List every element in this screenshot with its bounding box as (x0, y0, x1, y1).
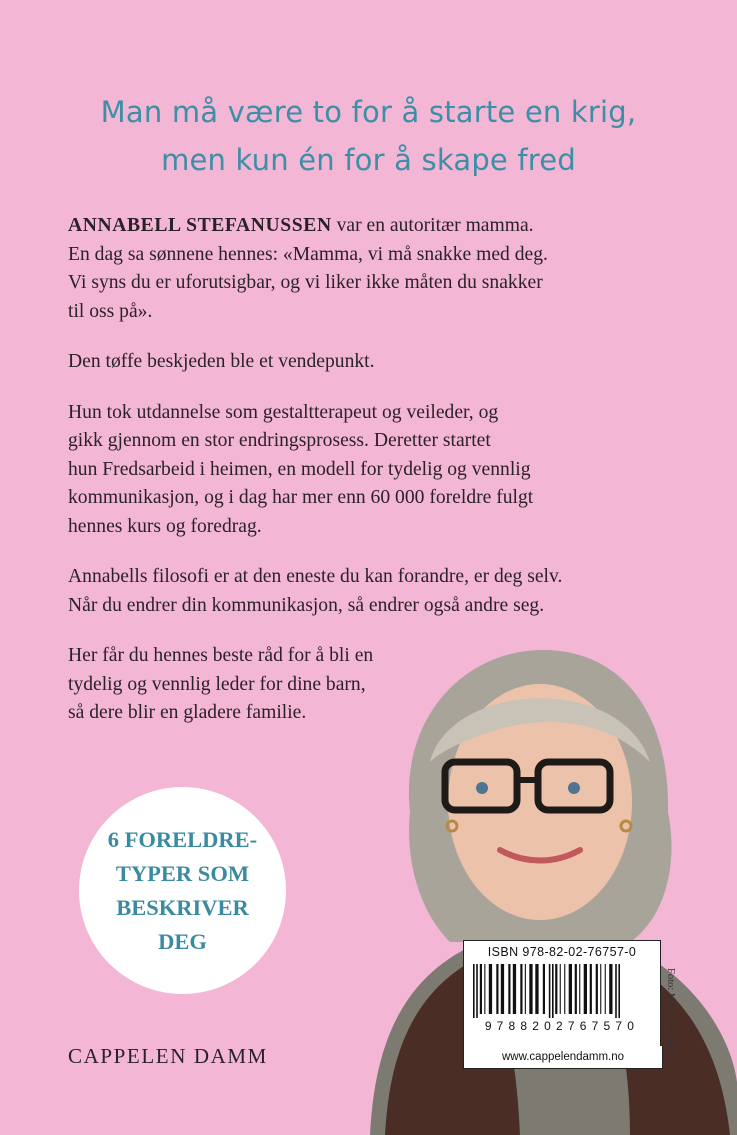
badge-line: BESKRIVER (116, 894, 249, 920)
barcode-bar (596, 964, 598, 1014)
barcode-bar (520, 964, 522, 1014)
barcode-bar (579, 964, 580, 1014)
barcode-bar (552, 964, 554, 1018)
philosophy-line: Når du endrer din kommunikasjon, så endrer også andre seg. (68, 594, 545, 616)
barcode-bar (560, 964, 561, 1014)
publisher-logo: CAPPELEN DAMM (68, 1044, 268, 1068)
barcode-bar (569, 964, 572, 1014)
barcode-bar (609, 964, 612, 1014)
barcode-bar (489, 964, 492, 1014)
intro-line-3: Vi syns du er uforutsigbar, og vi liker ikke måten du snakker (68, 272, 543, 293)
tagline-line-1: Man må være to for å starte en krig, (100, 95, 637, 129)
barcode-bar (496, 964, 498, 1014)
barcode-bar (529, 964, 532, 1014)
isbn-label: ISBN 978-82-02-76757-0 (487, 945, 637, 959)
barcode-digits: 9788202767570 (484, 1019, 640, 1033)
career-line: Hun tok utdannelse som gestaltterapeut og veileder, og (68, 401, 499, 423)
badge-line: DEG (158, 928, 207, 954)
barcode-bar (549, 964, 551, 1018)
barcode-bar (584, 964, 587, 1014)
barcode-bar (605, 964, 606, 1014)
career-line: kommunikasjon, og i dag har mer enn 60 000 foreldre fulgt (68, 487, 534, 508)
promise-line: tydelig og vennlig leder for dine barn, (68, 673, 366, 695)
career-paragraph (68, 399, 668, 542)
barcode-bar (535, 964, 538, 1014)
barcode-bar (484, 964, 485, 1014)
barcode-bar (480, 964, 482, 1014)
publisher-website: www.cappelendamm.no (463, 1046, 663, 1069)
barcode-bar (508, 964, 510, 1014)
barcode-bar (525, 964, 526, 1014)
promise-line: Her får du hennes beste råd for å bli en (68, 645, 374, 666)
parent-types-badge (79, 787, 286, 994)
intro-line-4: til oss på». (68, 300, 153, 322)
promise-line: så dere blir en gladere familie. (68, 702, 307, 723)
barcode-bar (513, 964, 516, 1014)
photo-credit: Foto: Mona Nordøy (665, 968, 676, 1052)
intro-line-2: En dag sa sønnene hennes: «Mamma, vi må snakke med deg. (68, 243, 548, 265)
career-line: hun Fredsarbeid i heimen, en modell for tydelig og vennlig (68, 458, 531, 480)
badge-line: TYPER SOM (115, 860, 250, 886)
barcode (473, 964, 651, 1018)
barcode-bar (618, 964, 620, 1018)
tagline (0, 88, 737, 184)
badge-line: 6 FORELDRE- (107, 826, 258, 852)
intro-paragraph (68, 212, 668, 326)
isbn-barcode-box (463, 940, 661, 1047)
barcode-bar (555, 964, 557, 1014)
career-line: gikk gjennom en stor endringsprosess. Deretter startet (68, 430, 491, 451)
barcode-bar (590, 964, 592, 1014)
barcode-bar (575, 964, 577, 1014)
career-line: hennes kurs og foredrag. (68, 515, 262, 537)
philosophy-line: Annabells filosofi er at den eneste du kan forandre, er deg selv. (68, 566, 563, 587)
author-name: ANNABELL STEFANUSSEN (68, 215, 332, 236)
barcode-bar (543, 964, 545, 1014)
barcode-bar (501, 964, 504, 1014)
barcode-bar (600, 964, 601, 1014)
barcode-bar (615, 964, 617, 1018)
intro-line-1: var en autoritær mamma. (331, 215, 534, 236)
turning-point-paragraph: Den tøffe beskjeden ble et vendepunkt. (68, 351, 375, 372)
barcode-bar (476, 964, 478, 1018)
tagline-line-2: men kun én for å skape fred (161, 143, 576, 177)
barcode-bar (473, 964, 475, 1018)
barcode-bar (564, 964, 565, 1014)
